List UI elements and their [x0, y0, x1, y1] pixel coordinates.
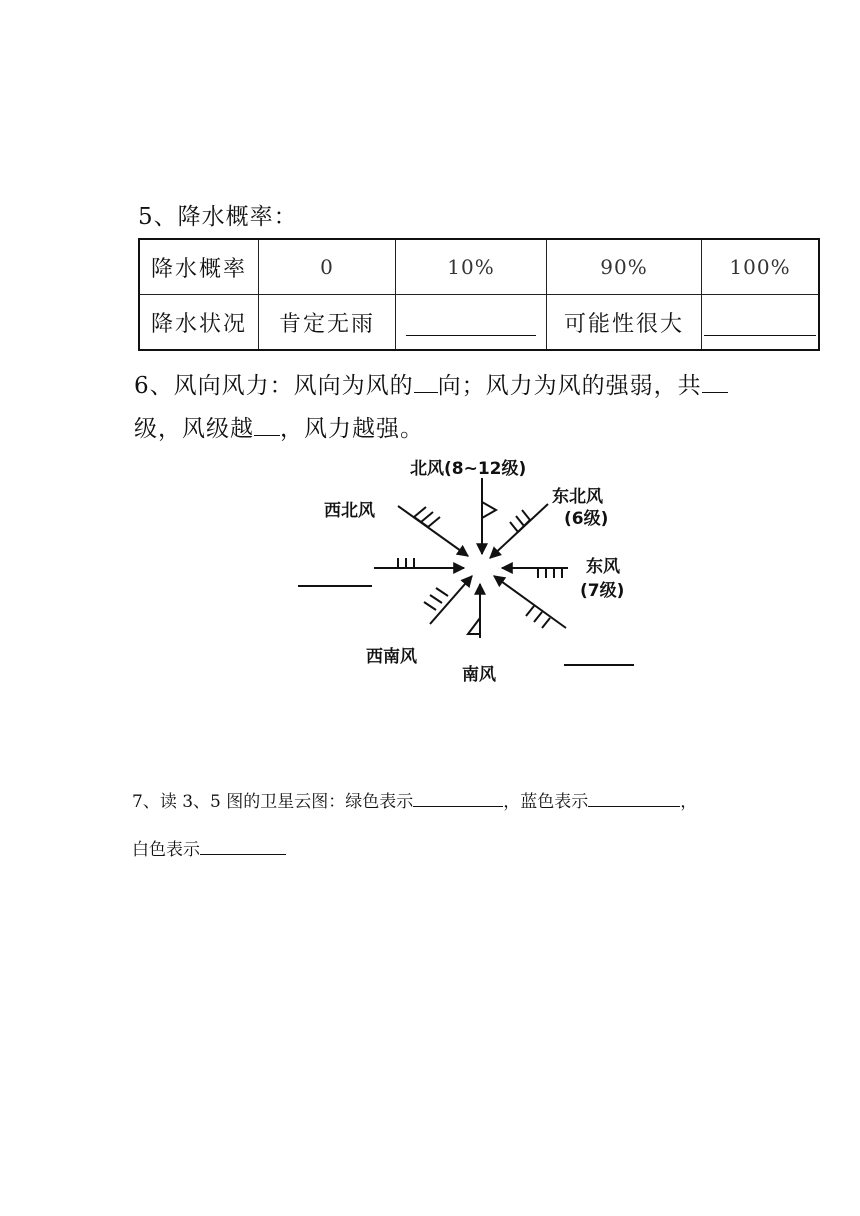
northwest-wind-barbs	[414, 507, 440, 527]
label-northeast: 东北风	[552, 487, 603, 507]
cell-no-rain: 肯定无雨	[259, 295, 396, 351]
q6-text-1: 6、风向风力：风向为风的	[134, 373, 414, 399]
question-6	[134, 365, 794, 451]
east-wind-barbs	[532, 568, 562, 578]
q7-text-b: ，蓝色表示	[503, 792, 589, 812]
answer-blank-direction[interactable]	[414, 372, 438, 393]
label-south: 南风	[462, 665, 496, 685]
cell-10: 10%	[396, 239, 547, 295]
q6-text-4: ，风力越强。	[280, 416, 424, 442]
southeast-wind-arrow	[494, 576, 566, 628]
north-wind-flag	[482, 502, 496, 518]
southeast-wind-barbs	[526, 606, 550, 628]
northwest-wind-arrow	[398, 506, 468, 556]
answer-blank-blue[interactable]	[588, 790, 680, 807]
precipitation-table	[138, 238, 820, 351]
table-row	[139, 239, 819, 295]
answer-blank-levels[interactable]	[702, 372, 728, 393]
cell-90: 90%	[547, 239, 702, 295]
label-east: 东风	[586, 557, 620, 577]
answer-blank-level[interactable]	[254, 415, 280, 436]
question-7-line-1	[132, 790, 697, 814]
northeast-wind-barbs	[510, 510, 530, 532]
answer-blank-green[interactable]	[413, 790, 503, 807]
answer-blank-1[interactable]	[396, 295, 547, 351]
west-wind-barbs	[398, 558, 414, 568]
question-7-line-2	[132, 838, 286, 862]
q6-text-2: 向；风力为风的强弱，共	[437, 373, 702, 399]
south-wind-flag	[468, 618, 480, 634]
answer-blank-white[interactable]	[200, 838, 286, 855]
q6-text-3: 级，风级越	[134, 416, 254, 442]
wind-symbol-diagram	[290, 450, 660, 690]
table-row	[139, 295, 819, 351]
q7-text-a: 7、读 3、5 图的卫星云图：绿色表示	[132, 792, 414, 812]
row-header-probability: 降水概率	[139, 239, 259, 295]
label-southwest: 西南风	[366, 647, 417, 667]
cell-100: 100%	[702, 239, 820, 295]
q7-text-c: ，	[680, 792, 698, 812]
label-northeast-level: (6级)	[564, 509, 609, 529]
cell-likely: 可能性很大	[547, 295, 702, 351]
label-east-level: (7级)	[580, 581, 625, 601]
question-5-title: 5、降水概率：	[138, 204, 298, 230]
label-north: 北风(8~12级)	[410, 459, 527, 479]
label-northwest: 西北风	[324, 501, 375, 521]
cell-0: 0	[259, 239, 396, 295]
answer-blank-2[interactable]	[702, 295, 820, 351]
row-header-status: 降水状况	[139, 295, 259, 351]
q7-text-d: 白色表示	[132, 840, 200, 860]
